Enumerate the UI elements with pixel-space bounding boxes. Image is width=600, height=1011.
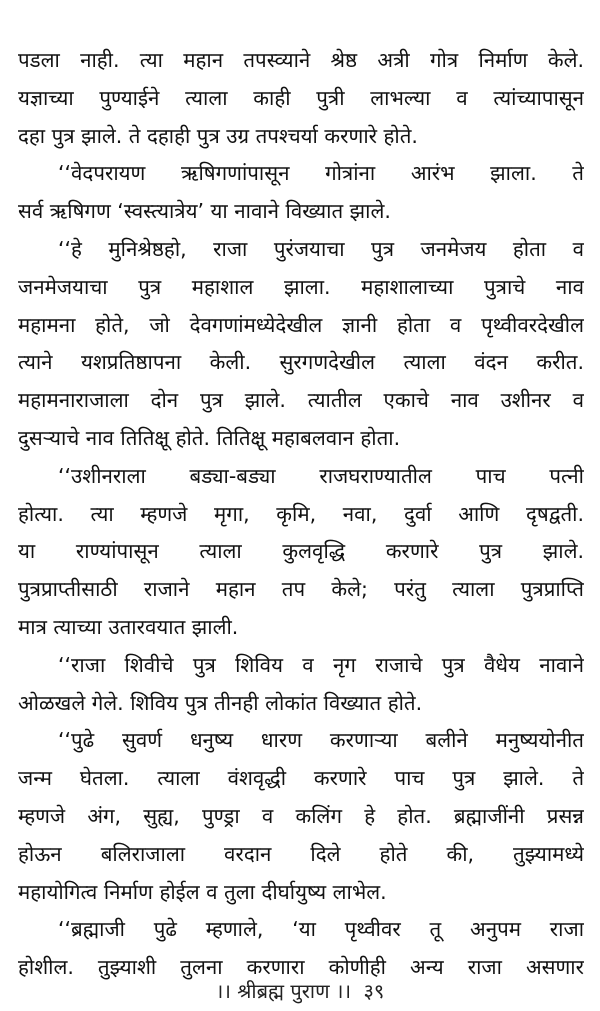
text-line: दहा पुत्र झाले. ते दहाही पुत्र उग्र तपश्चर्या करणारे होते. [18,123,418,148]
text-line: ‘‘ब्रह्माजी पुढे म्हणाले, ‘या पृथ्वीवर तू अनुपम राजा [58,917,584,942]
paragraph [18,911,584,987]
paragraph [18,722,584,911]
paragraph [18,647,584,723]
paragraph [18,42,584,155]
text-line: दुसऱ्याचे नाव तितिक्षू होते. तितिक्षू महाबलवान होता. [18,425,401,450]
text-line: मात्र त्याच्या उतारवयात झाली. [18,614,239,639]
paragraph [18,458,584,647]
text-line: होशील. तुझ्याशी तुलना करणारा कोणीही अन्य राजा असणार [18,955,584,980]
text-line: यज्ञाच्या पुण्याईने त्याला काही पुत्री लाभल्या व त्यांच्यापासून [18,85,584,110]
text-line: महामना होते, जो देवगणांमध्येदेखील ज्ञानी होता व पृथ्वीवरदेखील [18,312,584,337]
text-line: त्याने यशप्रतिष्ठापना केली. सुरगणदेखील त्याला वंदन करीत. [18,350,584,375]
text-line: ‘‘उशीनराला बड्या-बड्या राजघराण्यातील पाच पत्नी [58,463,584,488]
text-line: होत्या. त्या म्हणजे मृगा, कृमि, नवा, दुर्वा आणि दृषद्वती. [18,501,584,526]
page-body-text [18,42,584,987]
text-line: ‘‘हे मुनिश्रेष्ठहो, राजा पुरंजयाचा पुत्र जनमेजय होता व [58,236,584,261]
text-line: पुत्रप्राप्तीसाठी राजाने महान तप केले; परंतु त्याला पुत्रप्राप्ति [18,577,584,602]
text-line: सर्व ऋषिगण ‘स्वस्त्यात्रेय’ या नावाने विख्यात झाले. [18,199,391,224]
page-number: ३९ [363,979,385,1003]
text-line: जनमेजयाचा पुत्र महाशाल झाला. महाशालाच्या पुत्राचे नाव [18,274,584,299]
text-line: महामनाराजाला दोन पुत्र झाले. त्यातील एकाचे नाव उशीनर व [18,388,584,413]
text-line: होऊन बलिराजाला वरदान दिले होते की, तुझ्यामध्ये [18,841,584,866]
paragraph [18,231,584,458]
text-line: या राण्यांपासून त्याला कुलवृद्धि करणारे पुत्र झाले. [18,539,584,564]
footer-title: ।। श्रीब्रह्म पुराण ।। [215,979,352,1003]
text-line: महायोगित्व निर्माण होईल व तुला दीर्घायुष्य लाभेल. [18,879,387,904]
page-footer [0,978,600,1004]
text-line: ‘‘राजा शिवीचे पुत्र शिविय व नृग राजाचे पुत्र वैधेय नावाने [58,652,584,677]
text-line: ‘‘वेदपरायण ऋषिगणांपासून गोत्रांना आरंभ झाला. ते [58,161,584,186]
text-line: ‘‘पुढे सुवर्ण धनुष्य धारण करणाऱ्या बलीने मनुष्ययोनीत [58,728,584,753]
paragraph [18,155,584,231]
text-line: ओळखले गेले. शिविय पुत्र तीनही लोकांत विख्यात होते. [18,690,423,715]
text-line: म्हणजे अंग, सुह्य, पुण्ड्रा व कलिंग हे होत. ब्रह्माजींनी प्रसन्न [18,803,584,828]
text-line: जन्म घेतला. त्याला वंशवृद्धी करणारे पाच पुत्र झाले. ते [18,766,584,791]
text-line: पडला नाही. त्या महान तपस्व्याने श्रेष्ठ अत्री गोत्र निर्माण केले. [18,48,584,72]
